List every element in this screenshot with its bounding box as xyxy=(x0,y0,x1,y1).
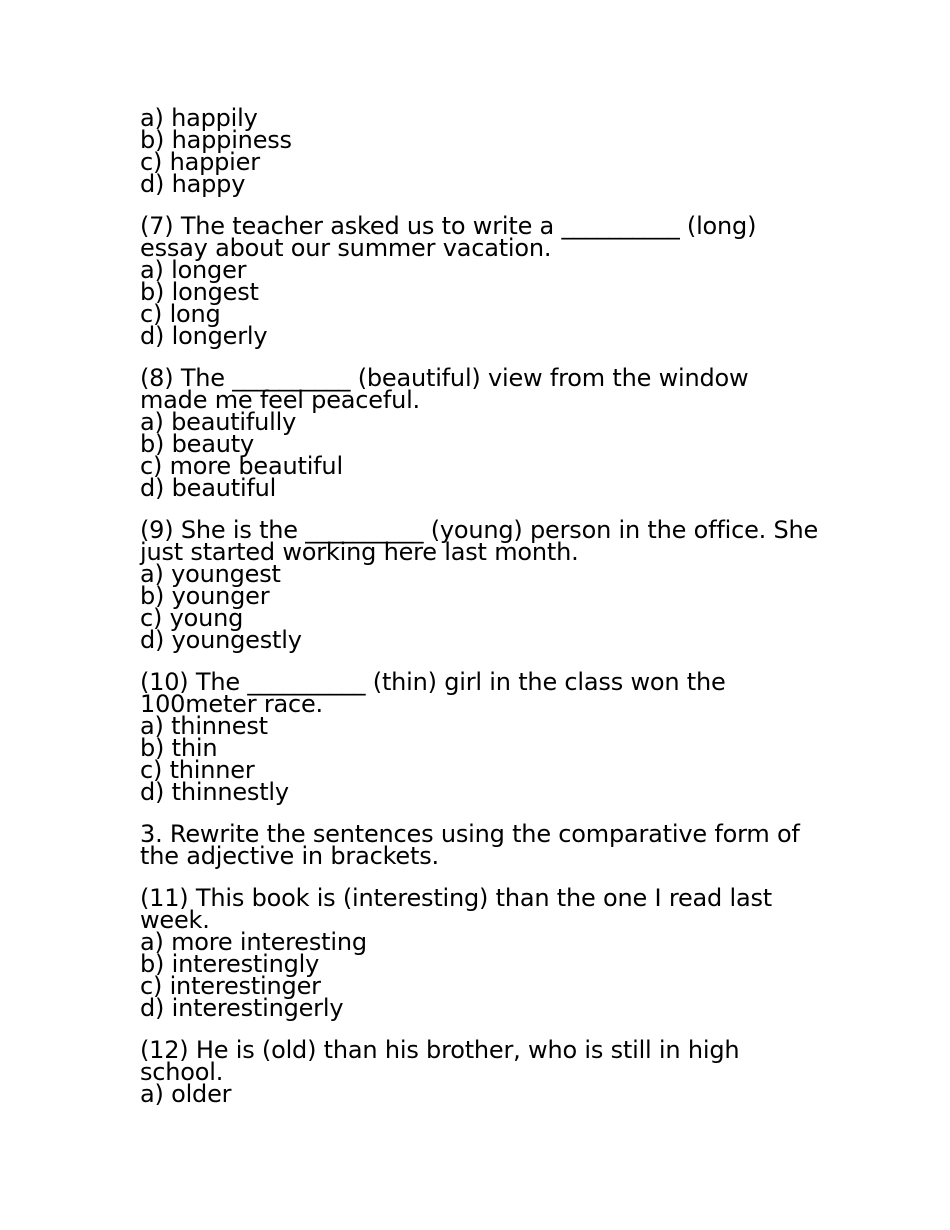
option-line: c) more beautiful xyxy=(140,452,343,480)
option-line: a) older xyxy=(140,1080,232,1108)
section-instruction: the adjective in brackets. xyxy=(140,842,439,870)
question-text: (8) The __________ (beautiful) view from the window xyxy=(140,364,749,392)
question-text: just started working here last month. xyxy=(140,538,579,566)
question-text: (9) She is the __________ (young) person in the office. She xyxy=(140,516,819,544)
option-line: b) interestingly xyxy=(140,950,320,978)
option-line: c) happier xyxy=(140,148,260,176)
option-line: d) interestingerly xyxy=(140,994,344,1022)
option-line: d) thinnestly xyxy=(140,778,289,806)
question-text: week. xyxy=(140,906,210,934)
option-line: a) happily xyxy=(140,104,258,132)
worksheet-content xyxy=(140,104,820,1108)
option-line: a) more interesting xyxy=(140,928,367,956)
option-line: b) younger xyxy=(140,582,270,610)
question-text: (10) The __________ (thin) girl in the class won the xyxy=(140,668,726,696)
option-line: a) youngest xyxy=(140,560,281,588)
option-line: d) beautiful xyxy=(140,474,277,502)
question-10 xyxy=(140,668,820,806)
option-line: c) interestinger xyxy=(140,972,321,1000)
question-text: essay about our summer vacation. xyxy=(140,234,552,262)
question-text: 100meter race. xyxy=(140,690,323,718)
question-8 xyxy=(140,364,820,502)
option-line: b) thin xyxy=(140,734,218,762)
option-line: d) youngestly xyxy=(140,626,302,654)
section-instruction: 3. Rewrite the sentences using the comparative form of xyxy=(140,820,800,848)
option-line: c) young xyxy=(140,604,244,632)
question-text: (12) He is (old) than his brother, who is still in high xyxy=(140,1036,740,1064)
question-9 xyxy=(140,516,820,654)
question-text: made me feel peaceful. xyxy=(140,386,420,414)
option-line: a) longer xyxy=(140,256,247,284)
option-line: d) happy xyxy=(140,170,246,198)
option-line: b) happiness xyxy=(140,126,292,154)
option-line: a) thinnest xyxy=(140,712,268,740)
question-7 xyxy=(140,212,820,350)
option-line: b) longest xyxy=(140,278,259,306)
question-11 xyxy=(140,884,820,1022)
option-line: b) beauty xyxy=(140,430,254,458)
section-3-heading xyxy=(140,820,820,870)
question-12 xyxy=(140,1036,820,1108)
option-line: d) longerly xyxy=(140,322,268,350)
question-6-options xyxy=(140,104,820,198)
option-line: c) long xyxy=(140,300,221,328)
option-line: a) beautifully xyxy=(140,408,297,436)
question-text: school. xyxy=(140,1058,224,1086)
question-text: (11) This book is (interesting) than the one I read last xyxy=(140,884,772,912)
option-line: c) thinner xyxy=(140,756,255,784)
question-text: (7) The teacher asked us to write a __________ (long) xyxy=(140,212,757,240)
